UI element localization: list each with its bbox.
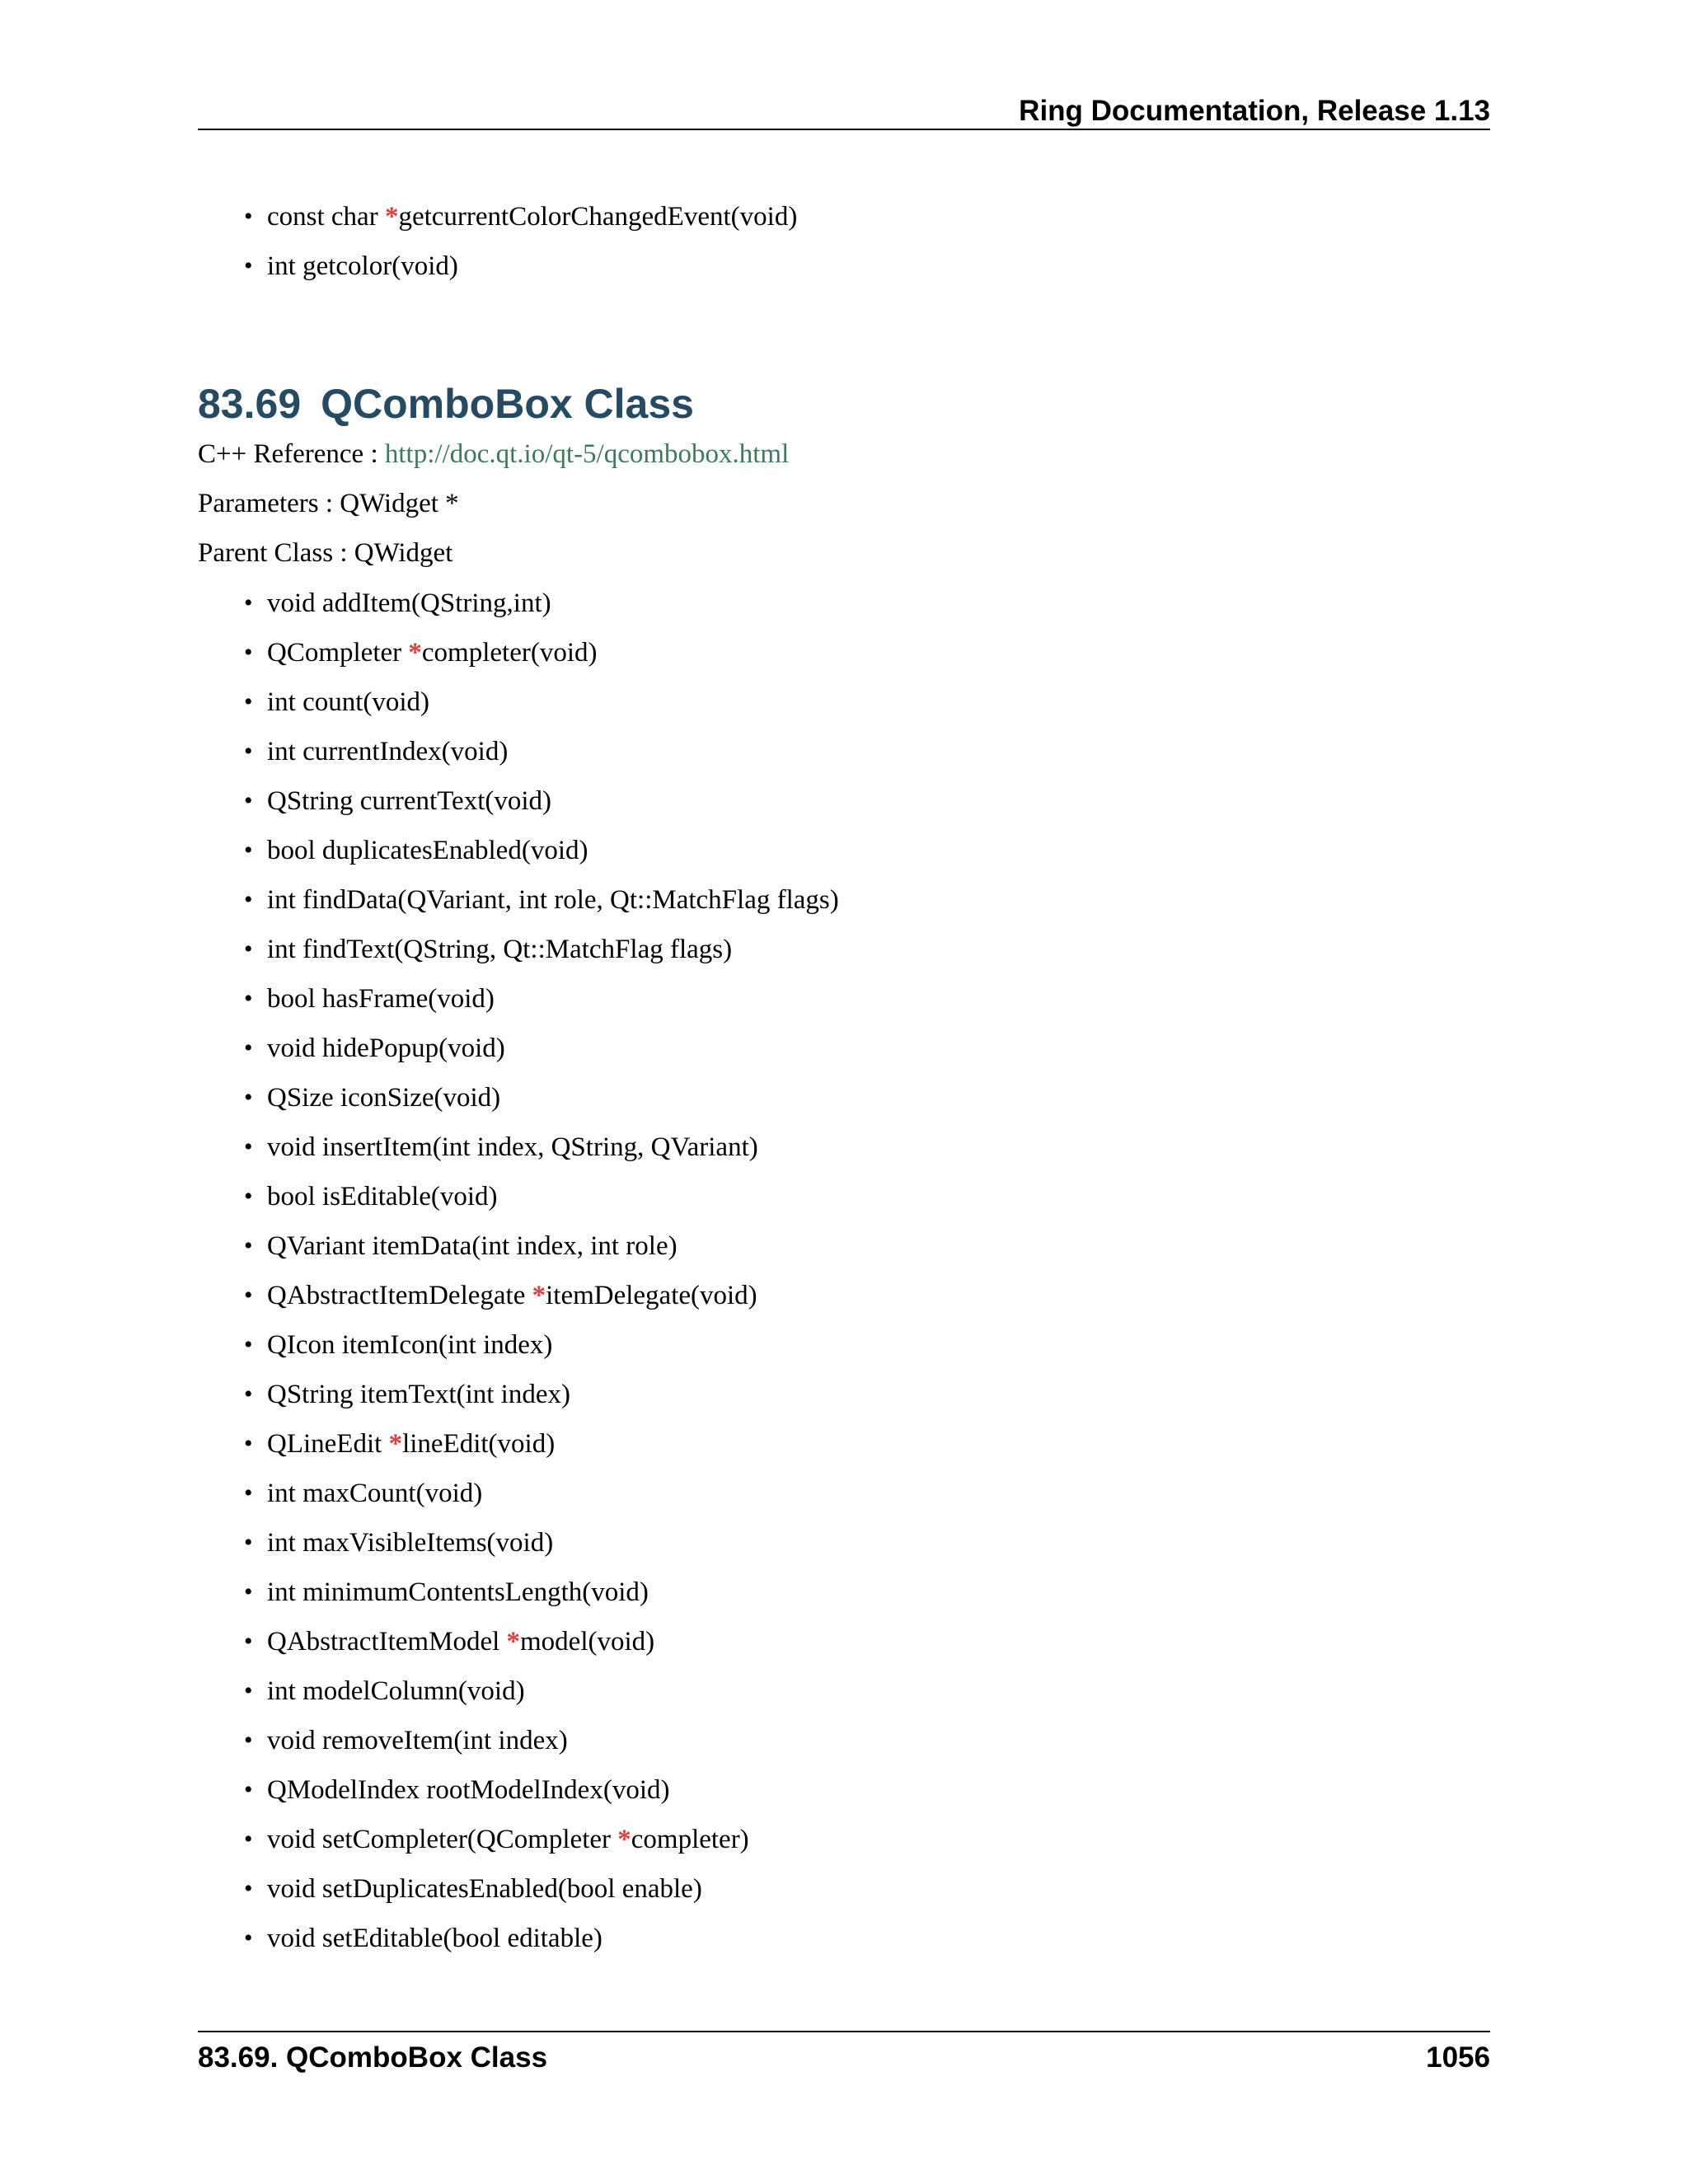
method-text: void addItem(QString,int): [267, 588, 551, 618]
bullet-icon: •: [244, 1380, 253, 1408]
cpp-reference-label: C++ Reference :: [198, 439, 385, 469]
bullet-icon: •: [244, 1578, 253, 1605]
method-text: void setEditable(bool editable): [267, 1924, 603, 1953]
method-text: void hidePopup(void): [267, 1033, 505, 1063]
section-heading: [198, 373, 694, 435]
bullet-icon: •: [244, 1776, 253, 1803]
method-text: QCompleter: [267, 638, 409, 668]
bullet-icon: •: [244, 1628, 253, 1655]
method-text: QVariant itemData(int index, int role): [267, 1231, 678, 1261]
bullet-icon: •: [244, 1133, 253, 1160]
bullet-icon: •: [244, 1282, 253, 1309]
list-item: [198, 628, 1490, 677]
list-item: [198, 1716, 1490, 1765]
method-text-rest: getcurrentColorChangedEvent(void): [398, 202, 798, 232]
bullet-icon: •: [244, 886, 253, 913]
method-text: QIcon itemIcon(int index): [267, 1330, 553, 1360]
method-text: void setDuplicatesEnabled(bool enable): [267, 1874, 702, 1904]
method-text: int findData(QVariant, int role, Qt::MatchFlag flags): [267, 885, 839, 915]
method-list: [198, 579, 1490, 1963]
bullet-icon: •: [244, 1825, 253, 1853]
method-text: QLineEdit: [267, 1429, 389, 1459]
method-text-rest: model(void): [520, 1627, 655, 1657]
list-item: [198, 1666, 1490, 1716]
method-text: int maxVisibleItems(void): [267, 1528, 554, 1558]
bullet-icon: •: [244, 935, 253, 963]
bullet-icon: •: [244, 787, 253, 814]
pointer-asterisk: *: [617, 1825, 631, 1854]
method-text: QString currentText(void): [267, 786, 552, 816]
list-item: [198, 776, 1490, 826]
method-text: int modelColumn(void): [267, 1676, 525, 1706]
page-number: 1056: [1426, 2041, 1490, 2074]
method-text: void insertItem(int index, QString, QVariant): [267, 1132, 758, 1162]
list-item: [198, 1419, 1490, 1469]
bullet-icon: •: [244, 1084, 253, 1111]
method-text: int currentIndex(void): [267, 737, 509, 766]
bullet-icon: •: [244, 1479, 253, 1507]
list-item: [198, 1221, 1490, 1271]
method-text: const char: [267, 202, 385, 232]
bullet-icon: •: [244, 688, 253, 715]
list-item: [198, 1815, 1490, 1864]
list-item: [198, 1568, 1490, 1617]
section-number: 83.69: [198, 380, 302, 427]
parameters-line: Parameters : QWidget *: [198, 489, 459, 518]
bullet-icon: •: [244, 1331, 253, 1358]
method-text: void setCompleter(QCompleter: [267, 1825, 618, 1854]
section-title: QComboBox Class: [321, 380, 694, 427]
bullet-icon: •: [244, 1430, 253, 1457]
method-text: int maxCount(void): [267, 1479, 483, 1508]
list-item: [198, 241, 1490, 291]
list-item: [198, 1765, 1490, 1815]
bullet-icon: •: [244, 1232, 253, 1259]
method-text-rest: completer(void): [421, 638, 598, 668]
list-item: [198, 1864, 1490, 1914]
bullet-icon: •: [244, 203, 253, 230]
list-item: [198, 1518, 1490, 1568]
bullet-icon: •: [244, 252, 253, 279]
list-item: [198, 1122, 1490, 1172]
method-text: QAbstractItemModel: [267, 1627, 507, 1657]
page-header: [198, 92, 1490, 130]
list-item: [198, 677, 1490, 727]
cpp-reference-line: [198, 429, 789, 479]
pointer-asterisk: *: [388, 1429, 403, 1459]
list-item: [198, 1271, 1490, 1320]
method-text: int count(void): [267, 687, 430, 717]
method-text: void removeItem(int index): [267, 1726, 568, 1755]
bullet-icon: •: [244, 1034, 253, 1062]
method-text-rest: completer): [631, 1825, 749, 1854]
list-item: [198, 974, 1490, 1024]
method-text: int getcolor(void): [267, 251, 458, 281]
method-text: QAbstractItemDelegate: [267, 1281, 532, 1310]
list-item: [198, 1370, 1490, 1419]
parent-class-line: Parent Class : QWidget: [198, 538, 453, 568]
list-item: [198, 1024, 1490, 1073]
bullet-icon: •: [244, 738, 253, 765]
pointer-asterisk: *: [532, 1281, 546, 1310]
method-text: bool duplicatesEnabled(void): [267, 836, 588, 865]
cpp-reference-link[interactable]: http://doc.qt.io/qt-5/qcombobox.html: [384, 439, 790, 469]
bullet-icon: •: [244, 985, 253, 1012]
bullet-icon: •: [244, 1875, 253, 1902]
list-item: [198, 727, 1490, 776]
bullet-icon: •: [244, 1924, 253, 1952]
bullet-icon: •: [244, 589, 253, 616]
method-text: int findText(QString, Qt::MatchFlag flags): [267, 935, 733, 964]
method-text: QModelIndex rootModelIndex(void): [267, 1775, 670, 1805]
method-text-rest: lineEdit(void): [402, 1429, 556, 1459]
list-item: [198, 925, 1490, 974]
bullet-icon: •: [244, 837, 253, 864]
list-item: [198, 1172, 1490, 1221]
bullet-icon: •: [244, 1183, 253, 1210]
method-text: bool isEditable(void): [267, 1182, 498, 1212]
method-list-previous: [198, 192, 1490, 291]
method-text: int minimumContentsLength(void): [267, 1577, 649, 1607]
list-item: [198, 1914, 1490, 1963]
bullet-icon: •: [244, 1677, 253, 1704]
list-item: [198, 1617, 1490, 1666]
pointer-asterisk: *: [384, 202, 399, 232]
method-text: bool hasFrame(void): [267, 984, 495, 1014]
list-item: [198, 192, 1490, 241]
list-item: [198, 826, 1490, 875]
document-title: Ring Documentation, Release 1.13: [1019, 95, 1490, 127]
list-item: [198, 1073, 1490, 1122]
list-item: [198, 875, 1490, 925]
pointer-asterisk: *: [506, 1627, 521, 1657]
bullet-icon: •: [244, 1529, 253, 1556]
list-item: [198, 1320, 1490, 1370]
method-text: QSize iconSize(void): [267, 1083, 501, 1113]
method-text-rest: itemDelegate(void): [546, 1281, 757, 1310]
footer-section-title: 83.69. QComboBox Class: [198, 2041, 548, 2074]
list-item: [198, 579, 1490, 628]
bullet-icon: •: [244, 639, 253, 666]
method-text: QString itemText(int index): [267, 1380, 570, 1409]
pointer-asterisk: *: [408, 638, 422, 668]
list-item: [198, 1469, 1490, 1518]
bullet-icon: •: [244, 1727, 253, 1754]
page-footer: [198, 2031, 1490, 2082]
